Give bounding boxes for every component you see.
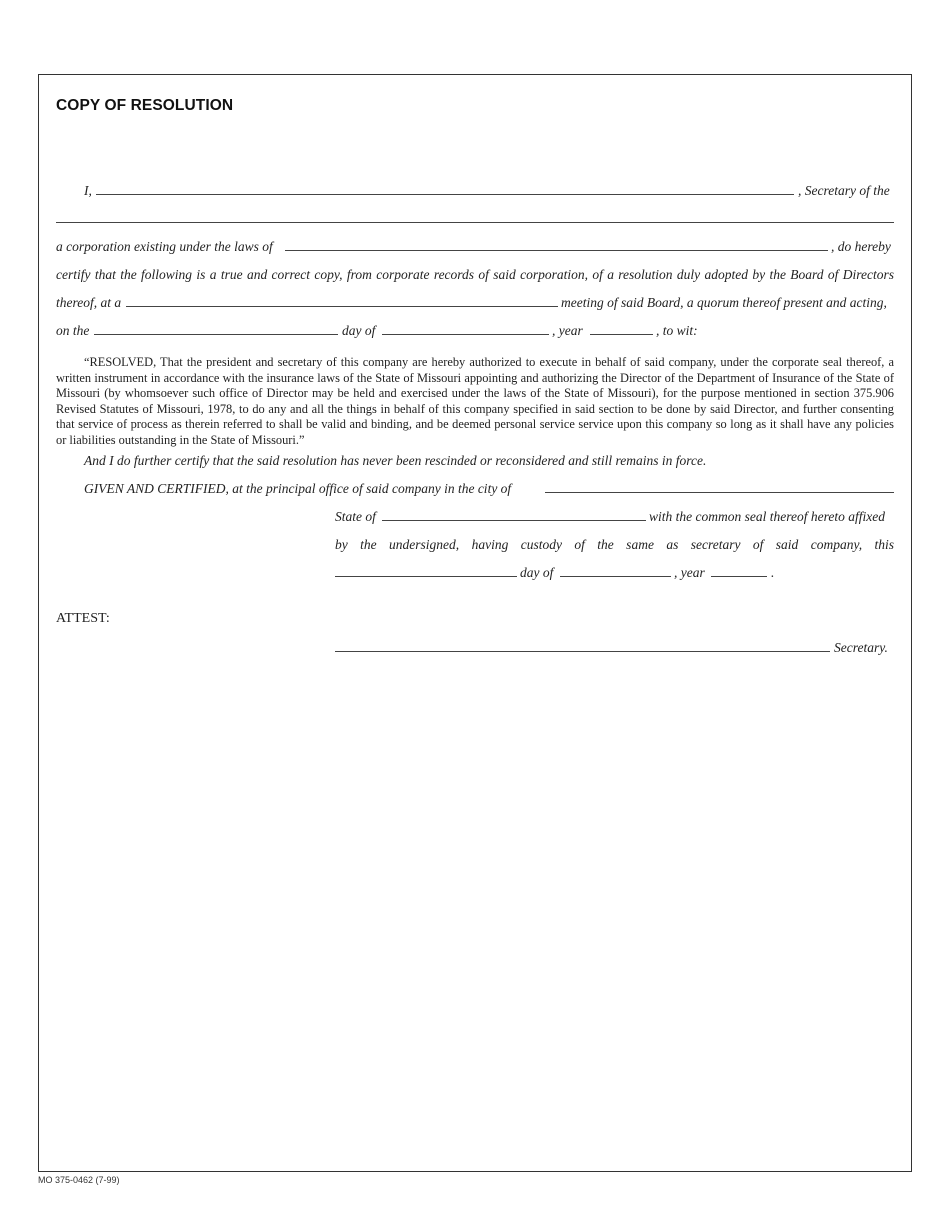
given-day-field[interactable] bbox=[335, 559, 517, 577]
laws-of-field[interactable] bbox=[285, 233, 828, 251]
form-number: MO 375-0462 (7-99) bbox=[38, 1175, 120, 1185]
given-year-field[interactable] bbox=[711, 559, 767, 577]
to-wit-label: , to wit: bbox=[656, 323, 698, 338]
meeting-year-field[interactable] bbox=[590, 317, 653, 335]
secretary-name-field[interactable] bbox=[96, 177, 794, 195]
given-certified-text: GIVEN AND CERTIFIED, at the principal office of said company in the city of bbox=[84, 481, 512, 496]
meeting-board-label: meeting of said Board, a quorum thereof present and acting, bbox=[561, 295, 887, 310]
corporation-existing-label: a corporation existing under the laws of bbox=[56, 239, 273, 254]
signature-field[interactable] bbox=[335, 634, 830, 652]
state-field[interactable] bbox=[382, 503, 646, 521]
attest-label: ATTEST: bbox=[56, 611, 110, 626]
day-of-label: day of bbox=[342, 323, 376, 338]
certify-line: certify that the following is a true and correct copy, from corporate records of said corporation, of a resolution duly adopted by the Board of Directors bbox=[56, 267, 894, 282]
further-certify-text: And I do further certify that the said resolution has never been rescinded or reconsidered and still remains in force. bbox=[84, 453, 707, 468]
i-label: I, bbox=[84, 183, 92, 198]
given-year-label: , year bbox=[674, 565, 705, 580]
meeting-type-field[interactable] bbox=[126, 289, 558, 307]
secretary-of-label: , Secretary of the bbox=[798, 183, 890, 198]
common-seal-label: with the common seal thereof hereto affixed bbox=[649, 509, 885, 524]
given-day-of-label: day of bbox=[520, 565, 554, 580]
secretary-label: Secretary. bbox=[834, 640, 888, 655]
city-field[interactable] bbox=[545, 475, 894, 493]
year-label: , year bbox=[552, 323, 583, 338]
corporation-name-field[interactable] bbox=[56, 205, 894, 223]
undersigned-text: by the undersigned, having custody of the same as secretary of said company, this bbox=[335, 537, 894, 552]
on-the-label: on the bbox=[56, 323, 90, 338]
do-hereby-label: , do hereby bbox=[831, 239, 891, 254]
period-mark: . bbox=[771, 565, 775, 580]
state-of-label: State of bbox=[335, 509, 376, 524]
resolution-paragraph: “RESOLVED, That the president and secretary of this company are hereby authorized to execute in behalf of said company, under the corporate seal thereof, a written instrument in accordance with the insurance laws of the State of Missouri appointing and authorizing the Director of the Department of Insurance of the State of Missouri (by whomsoever such office of Director may be held and exercised under the laws of the State of Missouri), for the purpose mentioned in section 375.906 Revised Statutes of Missouri, 1978, to do any and all the things in behalf of this company specified in said section to be done by said Director, and further consenting that service of process as therein referred to shall be valid and binding, and be deemed personal service service upon this company so long as it shall have any policies or liabilities outstanding in the State of Missouri.” bbox=[56, 355, 894, 447]
meeting-day-field[interactable] bbox=[94, 317, 338, 335]
page-title: COPY OF RESOLUTION bbox=[56, 97, 234, 114]
given-month-field[interactable] bbox=[560, 559, 671, 577]
thereof-at-label: thereof, at a bbox=[56, 295, 122, 310]
meeting-month-field[interactable] bbox=[382, 317, 549, 335]
